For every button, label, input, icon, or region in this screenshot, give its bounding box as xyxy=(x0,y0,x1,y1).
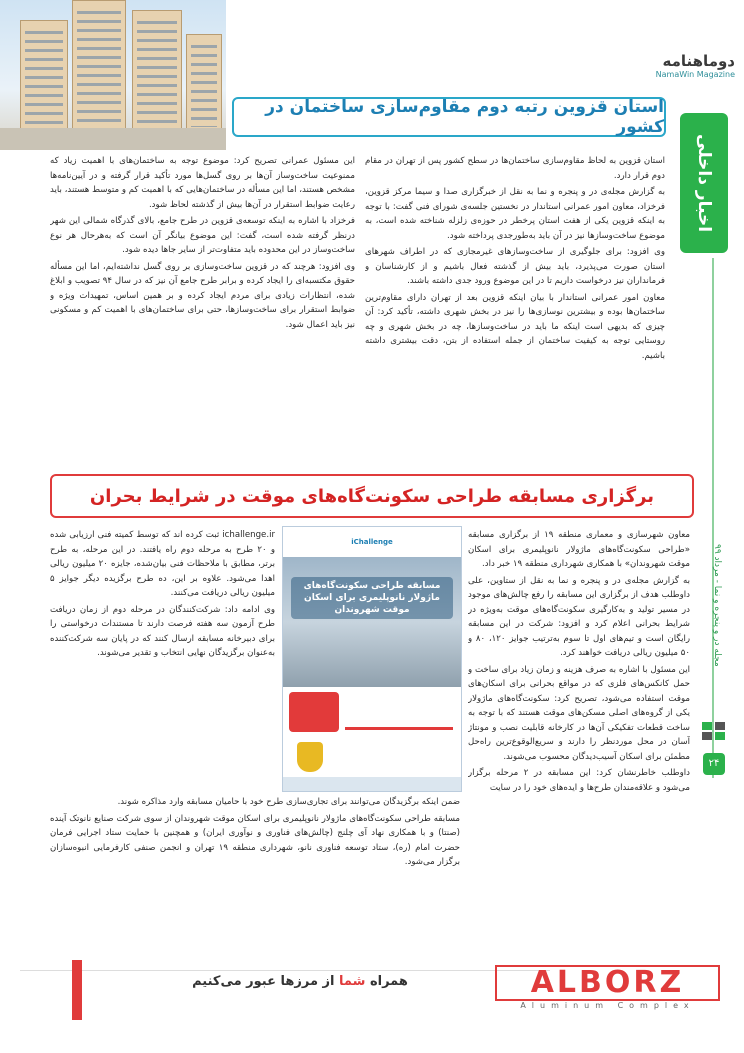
paragraph: این مسئول با اشاره به صرف هزینه و زمان زیاد برای ساخت و حمل کانکس‌های فلزی که در مواقع بحرانی برای اسکان‌های موقت استفاده می‌شود، تصریح کرد: سکونت‌گاه‌های ماژولار یکی از گروه‌های اصلی مسکن‌های موقت هستند که با توجه به ساخت قطعات تفکیکی آن‌ها در کارخانه قابلیت نصب و مونتاژ آسان در محل موردنظر را دارند و سریع‌الوقوع‌ترین راه‌حل مطمئن برای اسکان آسیب‌دیدگان محسوب می‌شوند. xyxy=(468,664,690,762)
paragraph: فرخزاد با اشاره به اینکه توسعه‌ی قزوین در طرح جامع، بالای گذرگاه شمالی این شهر درنظر گرفته شده است، گفت: این موضوع بیانگر آن است که به‌هرحال هر نوع ساخت‌وساز در این محدوده باید متفاوت‌تر از سایر جاها دیده شود. xyxy=(50,216,355,255)
poster-timeline xyxy=(345,727,453,730)
paragraph: داوطلب خاطرنشان کرد: این مسابقه در ۲ مرحله برگزار می‌شود و علاقه‌مندان طرح‌ها و ایده‌های خود را در سایت xyxy=(468,768,690,793)
masthead xyxy=(575,52,735,84)
tower-shape xyxy=(72,0,126,132)
ad-slogan xyxy=(160,974,440,996)
trophy-icon xyxy=(297,742,323,772)
paragraph: ichallenge.ir ثبت کرده اند که توسط کمیته فنی ارزیابی شده و ۲۰ طرح به مرحله دوم راه یافتند. در این مرحله، به طرح برتر، مطابق با ملاحظات فنی بیان‌شده، جایزه ۲۰ میلیون ریالی اهدا می‌شود. علاوه بر این، ده طرح برگزیده دیگر جوایز ۵ میلیون ریالی دریافت می‌کنند. xyxy=(50,530,275,598)
paragraph: به گزارش مجله‌ی در و پنجره و نما به نقل از ستاوین، علی داوطلب هدف از برگزاری این مسابقه را رفع چالش‌های موجود در مسیر تولید و به‌کارگیری سکونت‌گاه‌های موقت به‌ویژه در شرایط بحرانی اعلام کرد و افزود: شرکت در این مسابقه رایگان است و تیم‌های اول تا سوم به‌ترتیب جوایز ۱۲۰، ۸۰ و ۵۰ میلیون ریالی دریافت خواهند کرد. xyxy=(468,575,690,658)
side-divider xyxy=(712,258,714,778)
paragraph: معاون شهرسازی و معماری منطقه ۱۹ از برگزاری مسابقه «طراحی سکونت‌گاه‌های ماژولار نانوپلیمری برای اسکان موقت شهروندان» با همکاری شهرداری منطقه ۱۹ خبر داد. xyxy=(468,530,690,569)
section-title: اخبار داخلی xyxy=(694,133,714,233)
article1-right-column xyxy=(365,154,665,464)
article2-right-column xyxy=(468,528,690,950)
paragraph: این مسئول عمرانی تصریح کرد: موضوع توجه به ساختمان‌های با اهمیت زیاد که ممنوعیت ساخت‌وساز آن‌ها بر روی گسل‌ها مورد تأکید قرار گرفته و در آیین‌نامه‌ها مشخص هستند، اما این مسأله در ساختمان‌هایی که با اهمیت کم و متوسط هستند، باید رعایت ضوابط استقرار در آن‌ها بیش از گذشته لحاظ شود. xyxy=(50,156,355,210)
slogan-highlight: شما xyxy=(339,974,366,989)
paragraph: معاون امور عمرانی استاندار با بیان اینکه قزوین بعد از تهران دارای مقاوم‌ترین ساختمان‌ها بوده و بیشترین نوسازی‌ها را نیز در بخش شهری داشته، تأکید کرد: آن چیزی که بدیهی است اینکه ما باید در ساخت‌وسازها، چه در بخش شهری و چه روستایی توجه به کیفیت ساختمان از جمله استفاده از بتن، دقت بیشتری داشته باشیم. xyxy=(365,292,665,361)
poster-header xyxy=(283,527,461,557)
article1-heading-box xyxy=(232,97,666,137)
ad-corner-stripe xyxy=(72,960,82,1020)
paragraph: استان قزوین به لحاظ مقاوم‌سازی ساختمان‌ها در سطح کشور پس از تهران در مقام دوم قرار دارد. xyxy=(365,156,665,181)
footer-divider xyxy=(20,970,550,971)
paragraph: وی ادامه داد: شرکت‌کنندگان در مرحله دوم از زمان دریافت طرح آزمون سه هفته فرصت دارند تا مستندات درخواستی را برای دبیرخانه مسابقه ارسال کنند که در پایان سه شرکت‌کننده به‌عنوان برگزیدگان نهایی انتخاب و تقدیر می‌شوند. xyxy=(50,604,275,658)
poster-logo-text: iChallenge xyxy=(351,538,393,546)
paragraph: به گزارش مجله‌ی در و پنجره و نما به نقل از خبرگزاری صدا و سیما مرکز قزوین، فرخزاد، معاون امور عمرانی استاندار در نخستین جلسه‌ی شورای فنی گفت: با توجه به اینکه قزوین یکی از هفت استان پرخطر در حوزه‌ی زلزله شناخته شده است، به موضوع ساخت‌وسازها نیز در آن باید به‌طورجدی پرداخته شود. xyxy=(365,187,665,241)
article1-left-column xyxy=(50,154,355,464)
page-number: ۲۴ xyxy=(703,753,725,775)
paragraph: مسابقه طراحی سکونت‌گاه‌های ماژولار نانوپلیمری برای اسکان موقت شهروندان از سوی شرکت صنایع نانوتک آینده (صنتا) و با همکاری نهاد آی چلنج (چالش‌های فناوری و نوآوری ایران) و همچنین با حمایت ستاد اجرایی فرمان حضرت امام (ره)، ستاد توسعه فناوری نانو، شهرداری منطقه ۱۹ تهران و انجمن صنفی کارفرمایی انبوه‌سازان برگزار می‌شود. xyxy=(50,813,460,867)
tower-shape xyxy=(20,20,68,132)
building-photo xyxy=(0,0,226,150)
article1-heading: استان قزوین رتبه دوم مقاوم‌سازی ساختمان در کشور xyxy=(265,97,664,137)
tower-shape xyxy=(132,10,182,132)
section-tab xyxy=(680,113,728,253)
masthead-subtitle: NamaWin Magazine xyxy=(655,70,735,79)
issue-info xyxy=(702,520,732,690)
poster-title: مسابقه طراحی سکونت‌گاه‌های ماژولار نانوپلیمری برای اسکان موقت شهروندان xyxy=(291,577,453,619)
brand-name: ALBORZ xyxy=(495,965,720,1001)
article2-heading-box xyxy=(50,474,694,518)
article2-heading: برگزاری مسابقه طراحی سکونت‌گاه‌های موقت در شرایط بحران xyxy=(89,485,655,507)
paragraph: وی افزود: برای جلوگیری از ساخت‌وسازهای غیرمجازی که در اطراف شهرهای استان صورت می‌پذیرد، باید بیش از گذشته فعال باشیم و از کارشناسان و فرمانداران نیز درخواست داریم تا در این موضوع ورود جدی داشته باشند. xyxy=(365,247,665,286)
paragraph: ضمن اینکه برگزیدگان می‌توانند برای تجاری‌سازی طرح خود با حامیان مسابقه وارد مذاکره شوند. xyxy=(117,797,460,807)
paragraph: وی افزود: هرچند که در قزوین ساخت‌وسازی بر روی گسل نداشته‌ایم، اما این مسأله حقوق مکتسبه‌ای را ایجاد کرده و برابر طرح جامع آن نیز که در سال ۹۴ تصویب و ابلاغ شده، انتظارات زیادی برای مردم ایجاد کرده و بر همین اساس، تمهیدات ویژه و ضوابط استقرار برای ساخت‌وسازها، حتی برای ساختمان‌های با اهمیت کم و مسکونی نیز باید اعمال شود. xyxy=(50,261,355,330)
masthead-title: دوماهنامه xyxy=(662,52,735,70)
brand-subtitle: Aluminum Complex xyxy=(520,1001,695,1010)
magazine-logo-icon xyxy=(700,720,728,742)
article2-left-column-top xyxy=(50,528,275,790)
slogan-suffix: از مرزها عبور می‌کنیم xyxy=(192,974,335,989)
article2-left-column-bottom xyxy=(50,795,460,950)
tower-shape xyxy=(186,34,222,132)
brand-logo xyxy=(495,965,720,1010)
contest-poster xyxy=(282,526,462,792)
poster-badge xyxy=(289,692,339,732)
poster-footer xyxy=(283,777,461,791)
ground-shape xyxy=(0,128,226,150)
slogan-prefix: همراه xyxy=(369,974,408,989)
issue-text: مجله در و پنجره و نما - مرداد ۹۹ xyxy=(712,543,722,667)
